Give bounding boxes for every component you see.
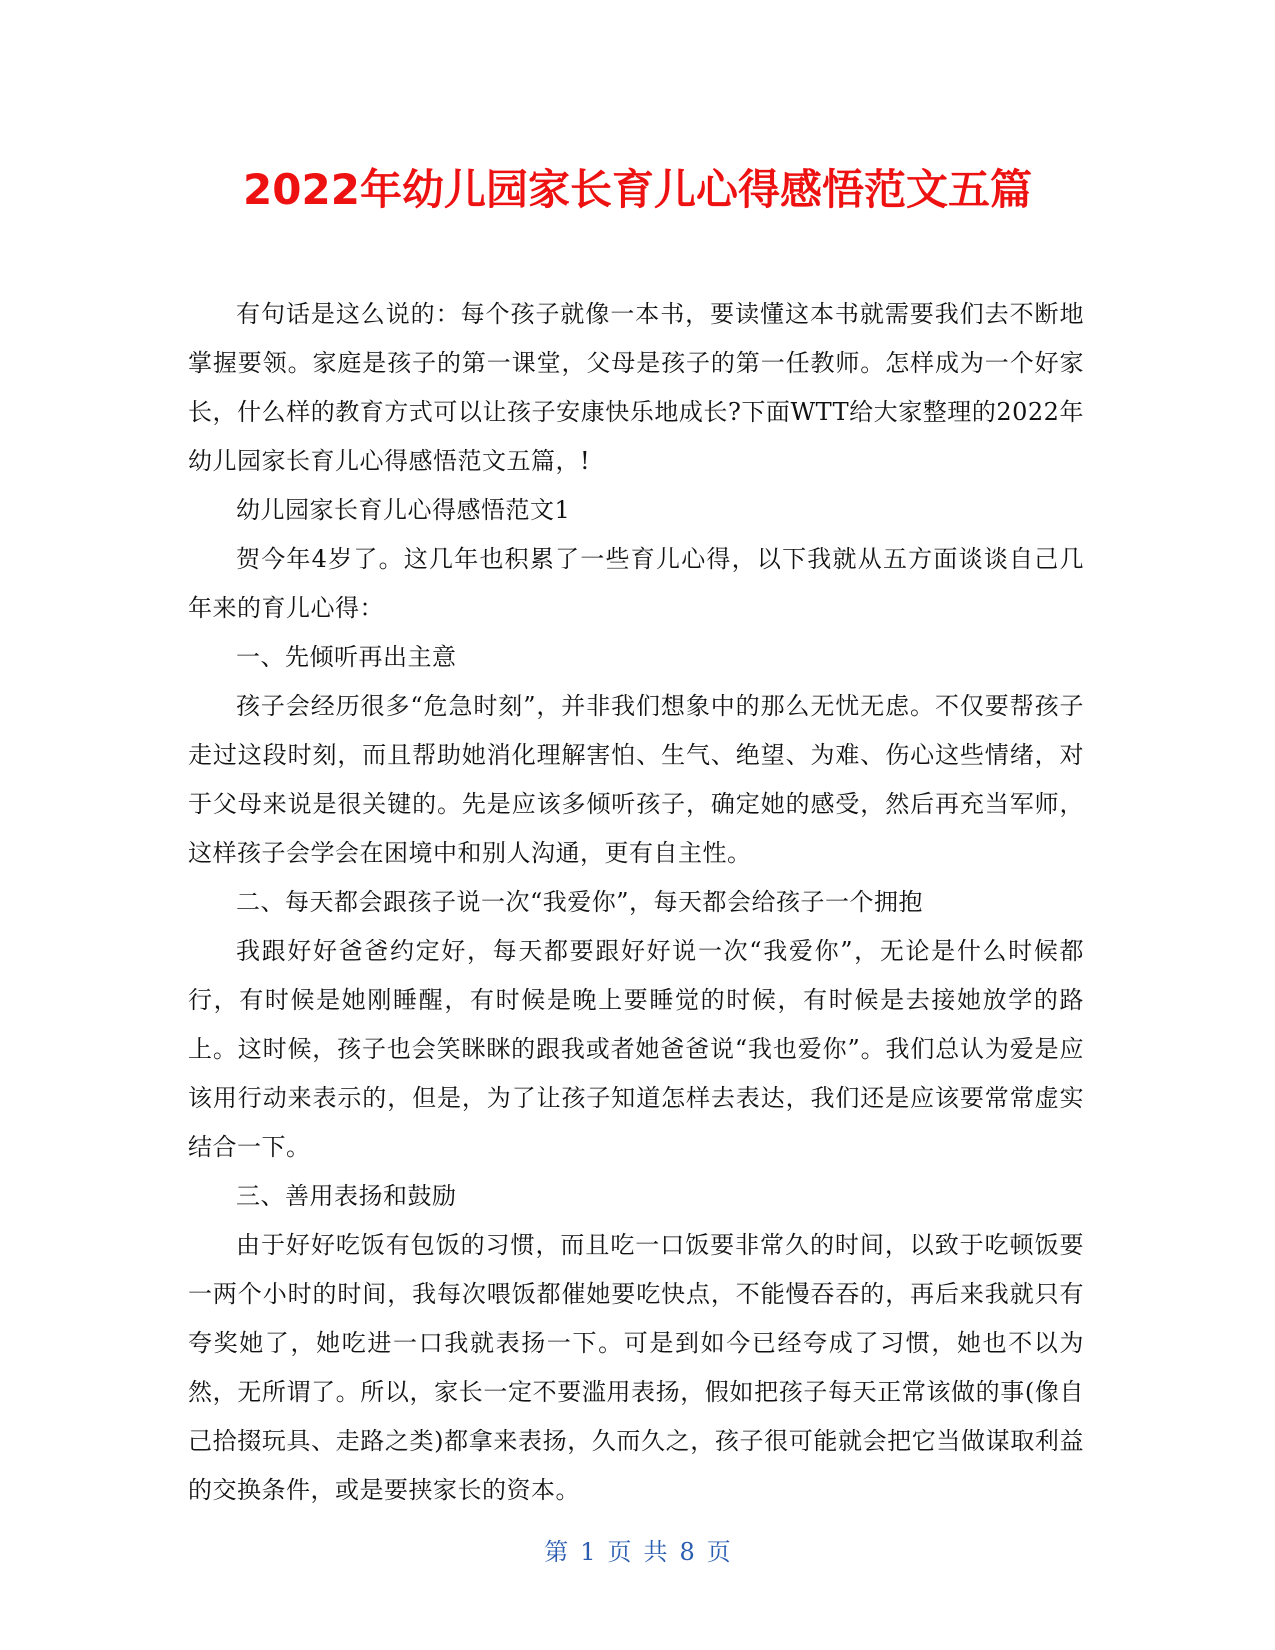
document-body xyxy=(188,290,1084,1515)
footer-current-page: 1 xyxy=(580,1538,596,1566)
paragraph-listen-first: 孩子会经历很多“危急时刻”，并非我们想象中的那么无忧无虑。不仅要帮孩子走过这段时刻，而且帮助她消化理解害怕、生气、绝望、为难、伤心这些情绪，对于父母来说是很关键的。先是应该多倾听孩子，确定她的感受，然后再充当军师，这样孩子会学会在困境中和别人沟通，更有自主性。 xyxy=(188,692,1084,867)
footer-page-unit: 页 xyxy=(607,1538,632,1566)
subheading-listen-first: 一、先倾听再出主意 xyxy=(236,643,457,671)
footer-total-pages: 8 xyxy=(679,1538,695,1566)
page-footer xyxy=(0,1536,1275,1568)
subheading-praise: 三、善用表扬和鼓励 xyxy=(236,1182,457,1210)
footer-page-unit-2: 页 xyxy=(706,1538,731,1566)
paragraph-intro: 有句话是这么说的：每个孩子就像一本书，要读懂这本书就需要我们去不断地掌握要领。家庭是孩子的第一课堂，父母是孩子的第一任教师。怎样成为一个好家长，什么样的教育方式可以让孩子安康快乐地成长?下面WTT给大家整理的2022年幼儿园家长育儿心得感悟范文五篇，! xyxy=(188,300,1084,475)
paragraph-essay-1-intro: 贺今年4岁了。这几年也积累了一些育儿心得，以下我就从五方面谈谈自己几年来的育儿心得： xyxy=(188,545,1084,622)
paragraph-say-i-love-you: 我跟好好爸爸约定好，每天都要跟好好说一次“我爱你”，无论是什么时候都行，有时候是她刚睡醒，有时候是晚上要睡觉的时候，有时候是去接她放学的路上。这时候，孩子也会笑眯眯的跟我或者她爸爸说“我也爱你”。我们总认为爱是应该用行动来表示的，但是，为了让孩子知道怎样去表达，我们还是应该要常常虚实结合一下。 xyxy=(188,937,1084,1161)
paragraph-praise: 由于好好吃饭有包饭的习惯，而且吃一口饭要非常久的时间，以致于吃顿饭要一两个小时的时间，我每次喂饭都催她要吃快点，不能慢吞吞的，再后来我就只有夸奖她了，她吃进一口我就表扬一下。可是到如今已经夸成了习惯，她也不以为然，无所谓了。所以，家长一定不要滥用表扬，假如把孩子每天正常该做的事(像自己拾掇玩具、走路之类)都拿来表扬，久而久之，孩子很可能就会把它当做谋取利益的交换条件，或是要挟家长的资本。 xyxy=(188,1231,1084,1504)
document-title: 2022年幼儿园家长育儿心得感悟范文五篇 xyxy=(243,165,1032,214)
subheading-say-i-love-you: 二、每天都会跟孩子说一次“我爱你”，每天都会给孩子一个拥抱 xyxy=(236,888,924,916)
section-heading-essay-1: 幼儿园家长育儿心得感悟范文1 xyxy=(236,496,571,524)
footer-page-label: 第 xyxy=(544,1538,569,1566)
footer-total-label: 共 xyxy=(643,1538,668,1566)
